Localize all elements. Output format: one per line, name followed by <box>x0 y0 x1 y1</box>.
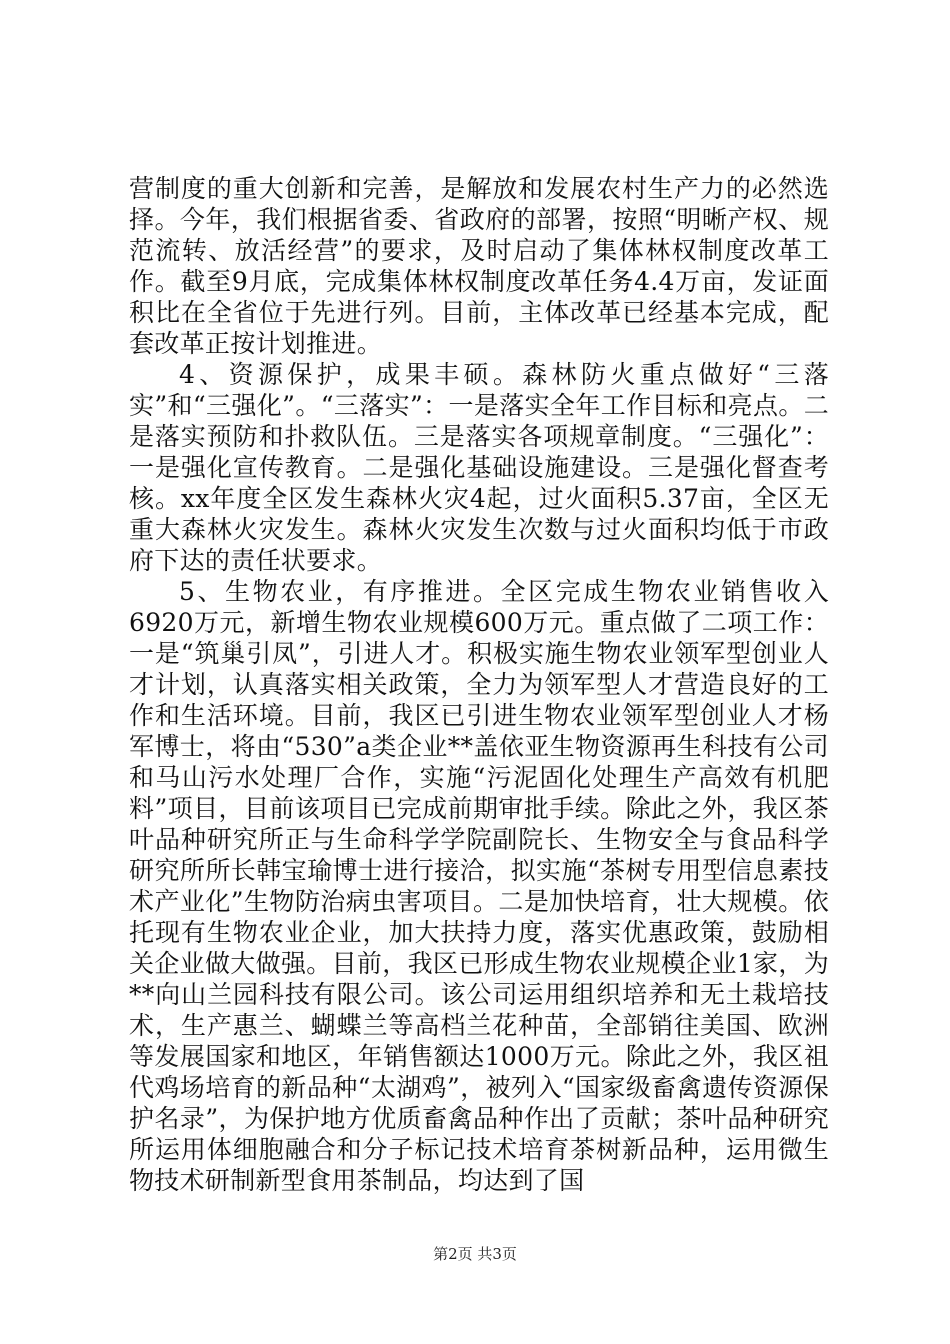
paragraph-bio-agriculture: 5、生物农业，有序推进。全区完成生物农业销售收入6920万元，新增生物农业规模600万元。重点做了二项工作：一是“筑巢引凤”，引进人才。积极实施生物农业领军型创业人才计划，认真落实相关政策，全力为领军型人才营造良好的工作和生活环境。目前，我区已引进生物农业领军型创业人才杨军博士，将由“530”a类企业**盖依亚生物资源再生科技有公司和马山污水处理厂合作，实施“污泥固化处理生产高效有机肥料”项目，目前该项目已完成前期审批手续。除此之外，我区茶叶品种研究所正与生命科学学院副院长、生物安全与食品科学研究所所长韩宝瑜博士进行接洽，拟实施“茶树专用型信息素技术产业化”生物防治病虫害项目。二是加快培育，壮大规模。依托现有生物农业企业，加大扶持力度，落实优惠政策，鼓励相关企业做大做强。目前，我区已形成生物农业规模企业1家，为**向山兰园科技有限公司。该公司运用组织培养和无土栽培技术，生产惠兰、蝴蝶兰等高档兰花种苗，全部销往美国、欧洲等发展国家和地区，年销售额达1000万元。除此之外，我区祖代鸡场培育的新品种“太湖鸡”，被列入“国家级畜禽遗传资源保护名录”，为保护地方优质畜禽品种作出了贡献；茶叶品种研究所运用体细胞融合和分子标记技术培育茶树新品种，运用微生物技术研制新型食用茶制品，均达到了国 <box>129 577 829 1195</box>
page-number-footer: 第2页 共3页 <box>433 1245 517 1263</box>
document-body <box>129 173 829 1196</box>
paragraph-resource-protection: 4、资源保护，成果丰硕。森林防火重点做好“三落实”和“三强化”。“三落实”：一是落实全年工作目标和亮点。二是落实预防和扑救队伍。三是落实各项规章制度。“三强化”：一是强化宣传教育。二是强化基础设施建设。三是强化督查考核。xx年度全区发生森林火灾4起，过火面积5.37亩，全区无重大森林火灾发生。森林火灾发生次数与过火面积均低于市政府下达的责任状要求。 <box>129 360 829 575</box>
paragraph-continuation: 营制度的重大创新和完善，是解放和发展农村生产力的必然选择。今年，我们根据省委、省政府的部署，按照“明晰产权、规范流转、放活经营”的要求，及时启动了集体林权制度改革工作。截至9月底，完成集体林权制度改革任务4.4万亩，发证面积比在全省位于先进行列。目前，主体改革已经基本完成，配套改革正按计划推进。 <box>129 174 829 358</box>
